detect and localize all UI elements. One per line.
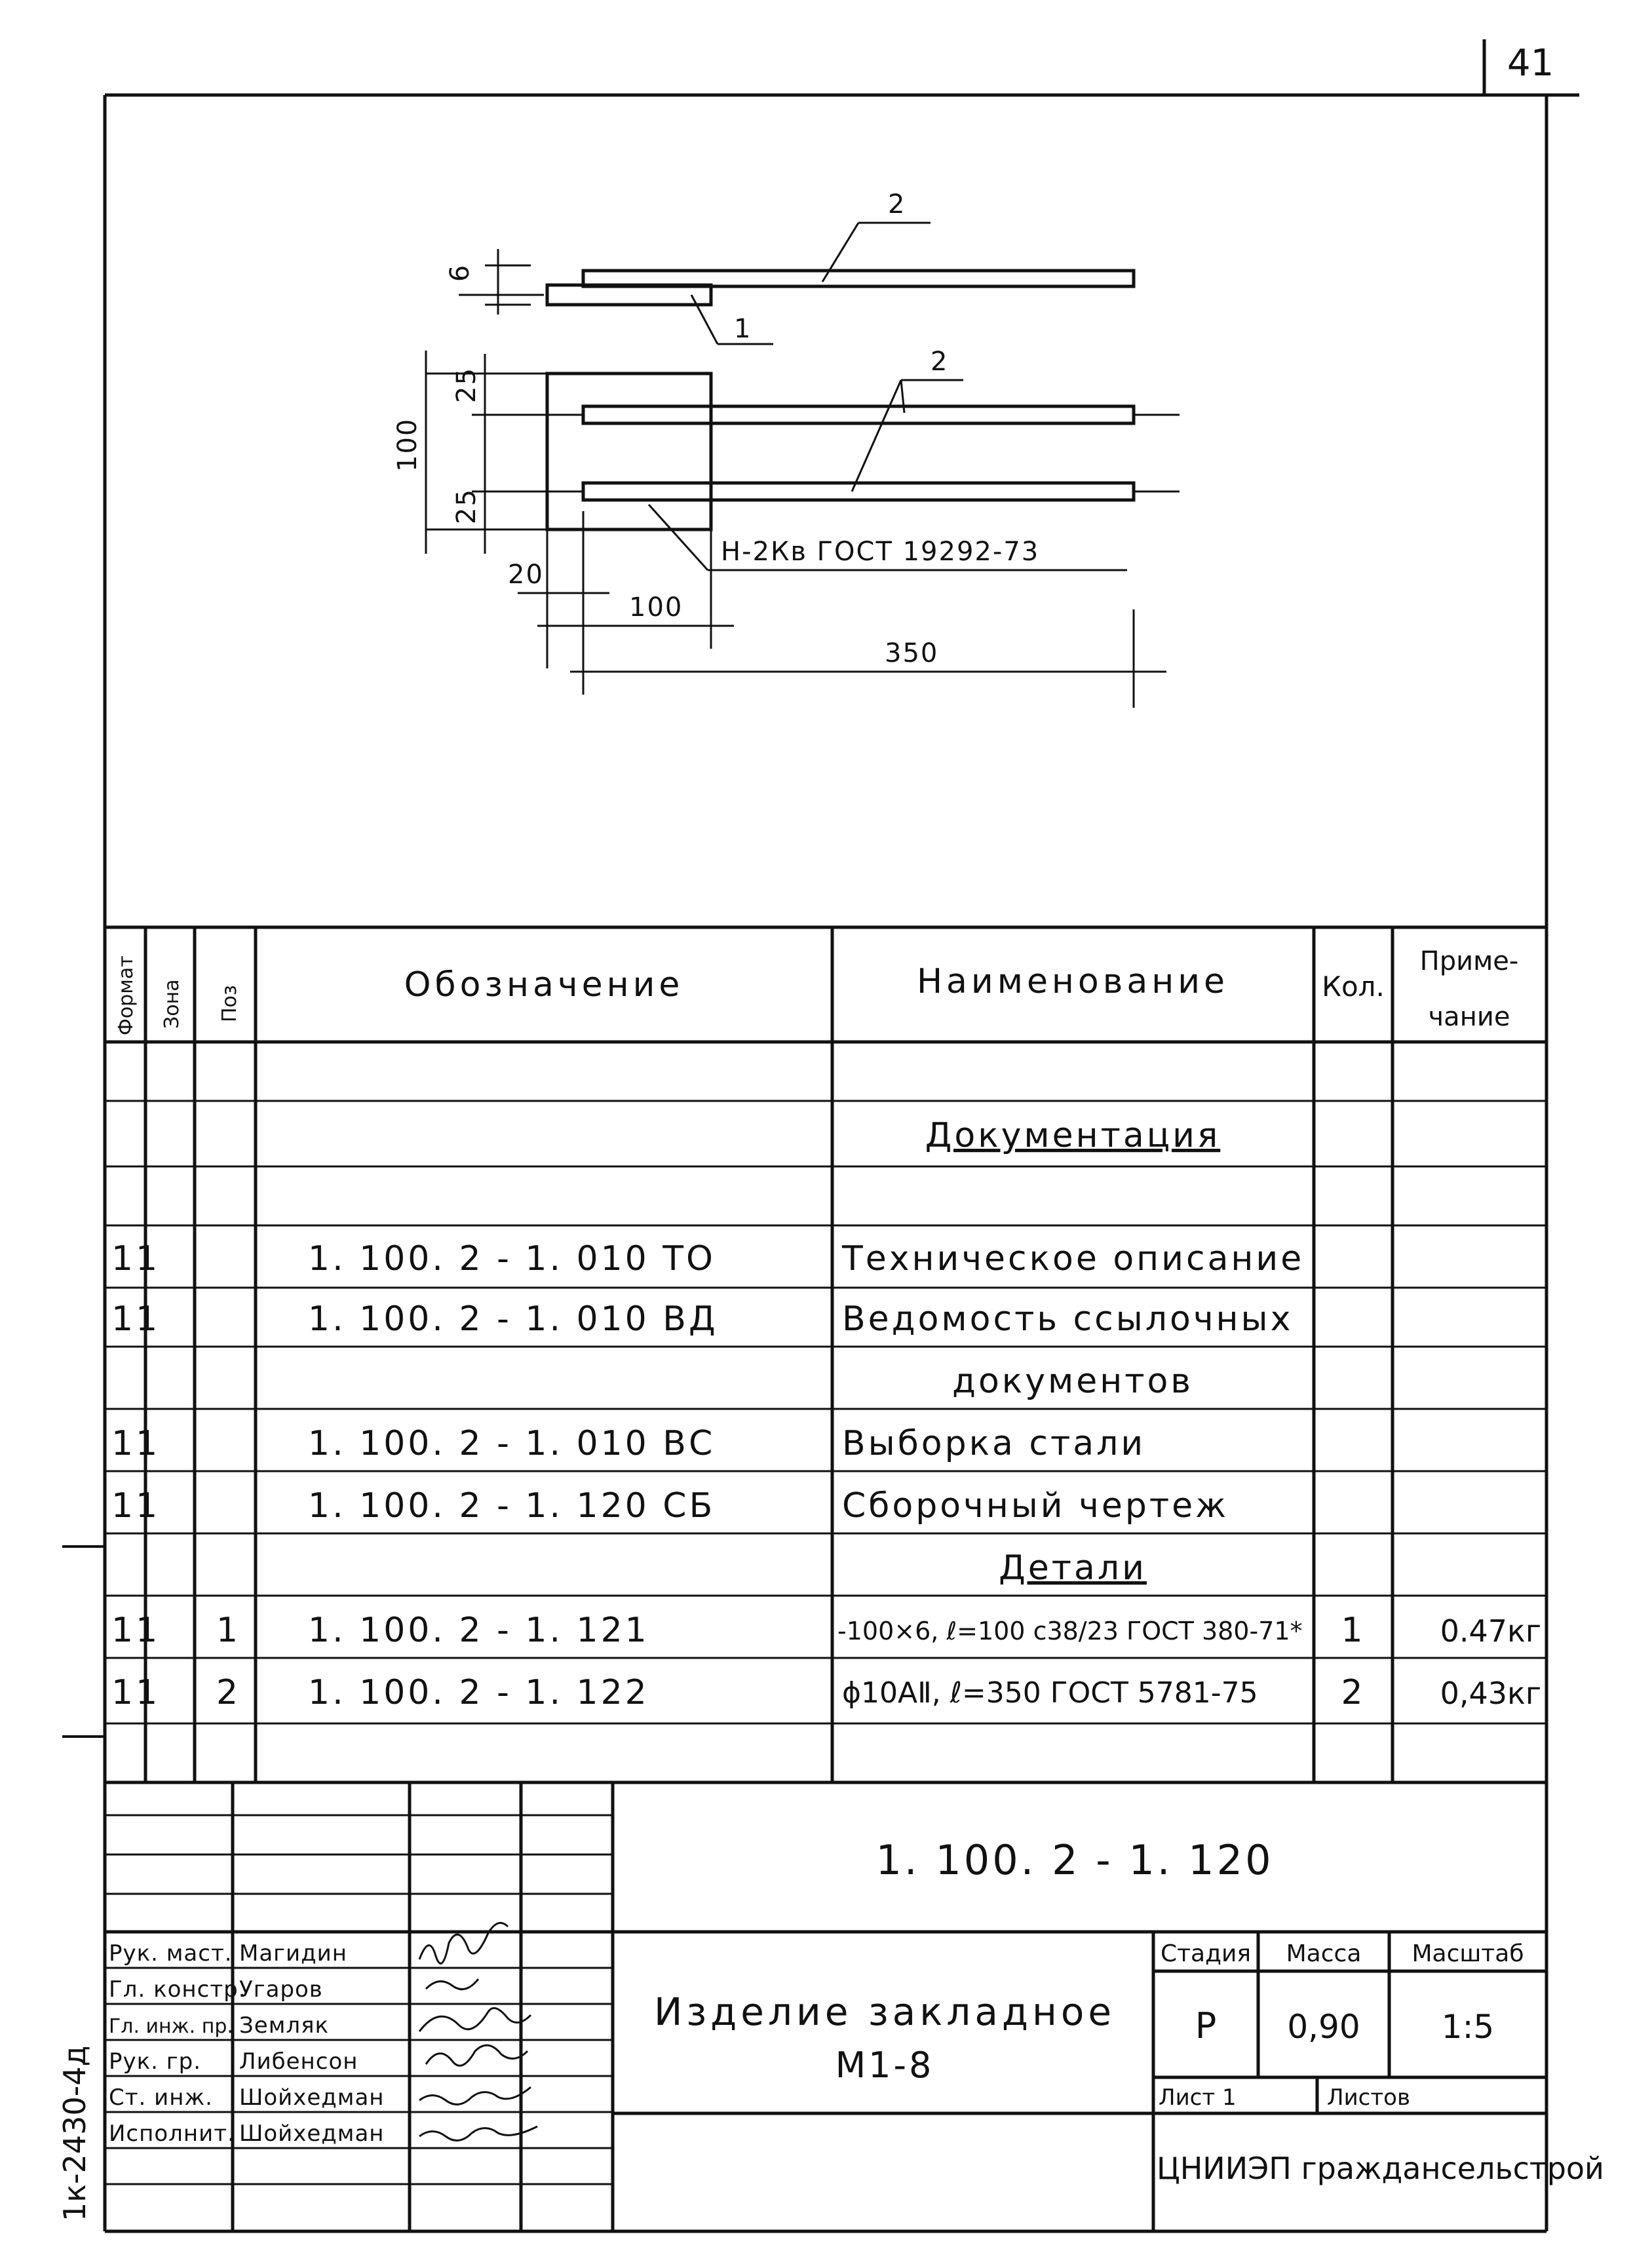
header-pos: Поз	[218, 985, 241, 1022]
cell-name: Ведомость ссылочных	[842, 1299, 1294, 1339]
table-row	[111, 1611, 1541, 1650]
organization: ЦНИИЭП граждансельстрой	[1157, 2151, 1604, 2186]
stage-label: Стадия	[1160, 1940, 1252, 1967]
sheet-frame	[105, 39, 1579, 2231]
staff-role: Исполнит.	[109, 2121, 235, 2147]
scale-value: 1:5	[1441, 2008, 1495, 2046]
product-name-line1: Изделие закладное	[653, 1989, 1116, 2034]
cell-format: 11	[111, 1611, 161, 1650]
spec-table-header	[115, 946, 1518, 1035]
cell-name: Сборочный чертеж	[842, 1486, 1229, 1526]
cell-name: -100×6, ℓ=100 с38/23 ГОСТ 380-71*	[837, 1617, 1303, 1645]
cell-designation: 1. 100. 2 - 1. 120 СБ	[308, 1486, 716, 1526]
table-row	[111, 1486, 1229, 1526]
cell-designation: 1. 100. 2 - 1. 010 ВС	[308, 1424, 716, 1463]
mass-label: Масса	[1286, 1940, 1362, 1967]
dim-100-vertical: 100	[393, 417, 423, 472]
cell-format: 11	[111, 1239, 161, 1278]
cell-qty: 1	[1341, 1611, 1366, 1650]
header-format: Формат	[115, 955, 138, 1035]
dim-350: 350	[885, 638, 939, 668]
cell-designation: 1. 100. 2 - 1. 122	[308, 1673, 649, 1712]
cell-format: 11	[111, 1299, 161, 1339]
staff-name: Шойхедман	[239, 2121, 385, 2147]
cell-pos: 1	[216, 1611, 241, 1650]
header-zone: Зона	[161, 979, 183, 1029]
table-row	[111, 1673, 1541, 1712]
cell-name: Выборка стали	[842, 1424, 1146, 1463]
staff-name: Шойхедман	[239, 2085, 385, 2111]
table-row	[952, 1362, 1193, 1401]
staff-role: Рук. гр.	[109, 2048, 202, 2075]
cell-note: 0,43кг	[1440, 1676, 1541, 1711]
drawing-top-view	[459, 223, 1134, 344]
staff-name: Магидин	[239, 1940, 347, 1967]
staff-name: Угаров	[239, 1976, 323, 2003]
section-heading-documentation: Документация	[925, 1116, 1221, 1155]
weld-label: Н-2Кв ГОСТ 19292-73	[721, 537, 1040, 567]
cell-format: 11	[111, 1673, 161, 1712]
cell-name: Техническое описание	[842, 1239, 1305, 1278]
cell-designation: 1. 100. 2 - 1. 121	[308, 1611, 649, 1650]
product-name-line2: М1-8	[835, 2045, 934, 2086]
staff-role: Рук. маст.	[109, 1940, 233, 1967]
dim-6: 6	[445, 263, 475, 282]
spec-table-grid	[105, 927, 1547, 1782]
header-note-line2: чание	[1428, 1002, 1510, 1032]
header-designation: Обозначение	[404, 965, 684, 1005]
staff-list	[109, 1940, 385, 2147]
table-row	[999, 1548, 1147, 1588]
staff-role: Ст. инж.	[109, 2085, 213, 2111]
cell-note: 0.47кг	[1440, 1613, 1541, 1649]
table-row	[111, 1239, 1304, 1278]
cell-designation: 1. 100. 2 - 1. 010 ВД	[308, 1299, 718, 1339]
header-name: Наименование	[916, 962, 1229, 1001]
table-row	[925, 1116, 1220, 1155]
cell-qty: 2	[1341, 1673, 1366, 1712]
label-pos1: 1	[734, 314, 752, 344]
label-pos2-top: 2	[888, 189, 906, 220]
section-heading-details: Детали	[999, 1548, 1147, 1588]
staff-role: Гл. инж. пр.	[109, 2015, 233, 2038]
dim-100-horizontal: 100	[629, 592, 683, 623]
cell-format: 11	[111, 1486, 161, 1526]
cell-pos: 2	[216, 1673, 241, 1712]
cell-name: документов	[952, 1362, 1193, 1401]
header-qty: Кол.	[1322, 971, 1385, 1003]
cell-name: ϕ10АⅡ, ℓ=350 ГОСТ 5781-75	[842, 1676, 1258, 1710]
table-row	[111, 1424, 1145, 1463]
cell-format: 11	[111, 1424, 161, 1463]
staff-role: Гл. констр.	[109, 1976, 246, 2003]
sheet-label: Лист 1	[1159, 2085, 1237, 2111]
label-pos2-side: 2	[931, 347, 949, 377]
dim-20: 20	[508, 560, 544, 590]
mass-value: 0,90	[1287, 2008, 1360, 2046]
dim-25-bottom: 25	[451, 488, 482, 524]
page-number: 41	[1507, 42, 1554, 85]
staff-name: Земляк	[239, 2012, 330, 2039]
binding-marks	[62, 1547, 105, 1737]
stage-value: Р	[1195, 2005, 1217, 2047]
staff-name: Либенсон	[239, 2048, 358, 2075]
drawing-plan-view	[426, 351, 1180, 708]
dim-25-top: 25	[451, 367, 482, 403]
scale-label: Масштаб	[1412, 1940, 1524, 1967]
table-row	[111, 1299, 1293, 1339]
header-note-line1: Приме-	[1419, 946, 1519, 976]
doc-number: 1. 100. 2 - 1. 120	[875, 1836, 1274, 1884]
cell-designation: 1. 100. 2 - 1. 010 ТО	[308, 1239, 716, 1278]
sheets-label: Листов	[1327, 2085, 1411, 2111]
spec-table-rows	[111, 1116, 1541, 1712]
side-stamp: 1к-2430-4д	[57, 2045, 92, 2221]
